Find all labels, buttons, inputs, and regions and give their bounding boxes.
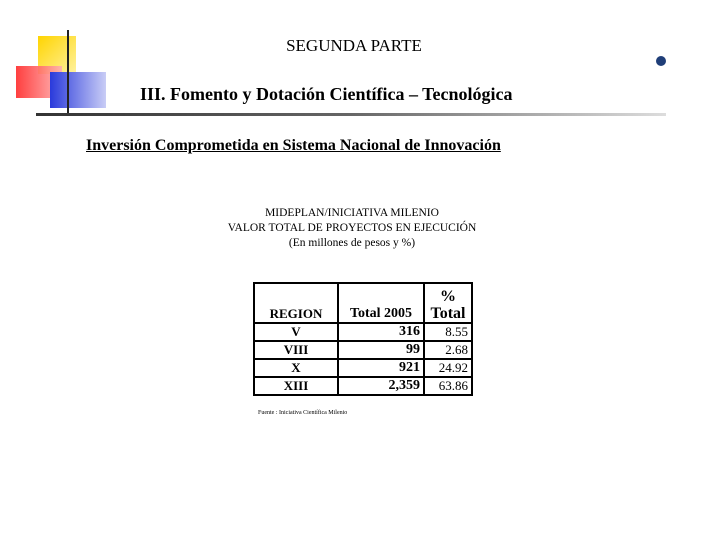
header-pct-symbol: %: [440, 288, 456, 305]
cell-region: VIII: [254, 341, 338, 359]
cell-region: X: [254, 359, 338, 377]
caption-line-3: (En millones de pesos y %): [288, 237, 416, 249]
cell-region: V: [254, 323, 338, 341]
caption-line-2: VALOR TOTAL DE PROYECTOS EN EJECUCIÓN: [227, 222, 477, 234]
table-row: [254, 359, 472, 377]
header-pct: [424, 283, 472, 323]
table-caption: [152, 206, 552, 251]
cell-pct: 63.86: [424, 377, 472, 395]
header-divider: [36, 113, 666, 116]
cell-pct: 2.68: [424, 341, 472, 359]
cell-total: 2,359: [338, 377, 424, 395]
cell-total: 316: [338, 323, 424, 341]
table-header-row: [254, 283, 472, 323]
cell-total: 921: [338, 359, 424, 377]
logo-blue-square: [50, 72, 106, 108]
cell-region: XIII: [254, 377, 338, 395]
cell-total: 99: [338, 341, 424, 359]
cell-pct: 8.55: [424, 323, 472, 341]
header-pct-label: Total: [430, 305, 466, 322]
table-row: [254, 377, 472, 395]
cell-pct: 24.92: [424, 359, 472, 377]
investment-table: [253, 282, 473, 396]
chapter-title: III. Fomento y Dotación Científica – Tecnológica: [140, 84, 513, 104]
table-row: [254, 341, 472, 359]
section-title: Inversión Comprometida en Sistema Nacional de Innovación: [86, 137, 501, 154]
source-note: Fuente : Iniciativa Científica Milenio: [258, 410, 348, 416]
header-total: Total 2005: [338, 283, 424, 323]
part-title: SEGUNDA PARTE: [286, 36, 422, 55]
bullet-dot-icon: [656, 56, 666, 66]
caption-line-1: MIDEPLAN/INICIATIVA MILENIO: [265, 207, 439, 219]
table-row: [254, 323, 472, 341]
header-region: REGION: [254, 283, 338, 323]
